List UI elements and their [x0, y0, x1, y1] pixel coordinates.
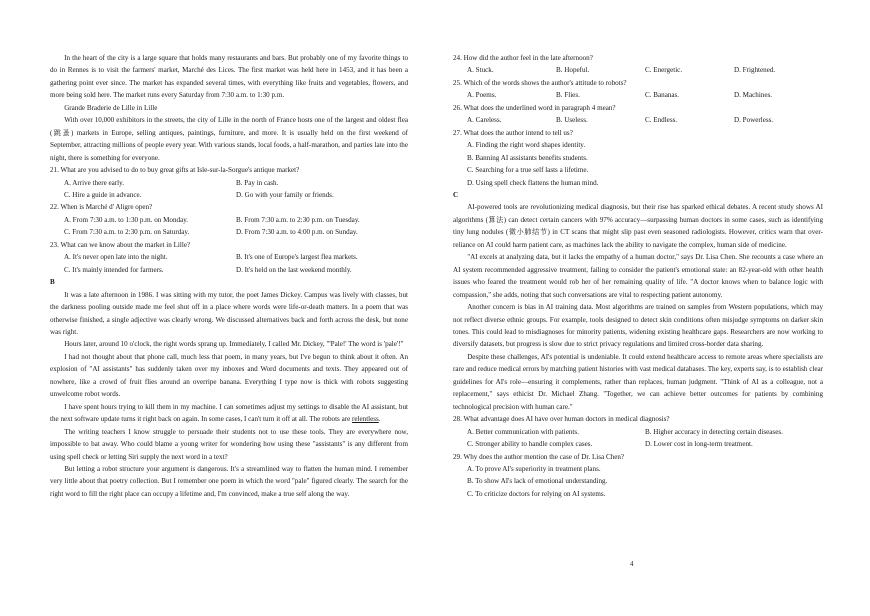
passage-b-paragraph: It was a late afternoon in 1986. I was sitting with my tutor, the poet James Dickey. Campus was lively with classes, but the darkness pooling outside made me feel shut off in a place where words were life-or-death matters. In a poem that was otherwise finished, a single adjective was clearly wrong. We discussed alternatives back and forth across the desk, but none was right.: [50, 290, 408, 336]
option: A. To prove AI's superiority in treatment plans.: [467, 464, 601, 473]
passage-b-paragraph: Hours later, around 10 o'clock, the right words sprang up. Immediately, I called Mr. Dickey, "'Pale!' The word is 'pale'!": [64, 340, 404, 349]
question-21-options: [50, 177, 408, 202]
option: B. Higher accuracy in detecting certain diseases.: [645, 427, 783, 436]
option: A. Better communication with patients.: [467, 427, 579, 436]
option: B. From 7:30 a.m. to 2:30 p.m. on Tuesday.: [236, 215, 360, 224]
option: A. It's never open late into the night.: [64, 253, 168, 262]
passage-b-paragraph: The writing teachers I know struggle to persuade their students not to use these tools. They are everywhere now, impossible to bat away. Who could blame a young writer for wondering how using these "assistants" is any different from using spell check or letting Siri supply the next word in a text?: [50, 427, 408, 461]
passage-b-paragraph-4: [50, 401, 408, 426]
passage-b-paragraph: I had not thought about that phone call, much less that poem, in many years, but I've begun to think about it often. An explosion of "AI assistants" has suddenly taken over my inboxes and Word documents and texts. They appeared out of nowhere, like a crowd of fruit flies around an overripe banana. Everything I type now is thick with robots suggesting unwelcome robot words.: [50, 352, 408, 399]
question-23: 23. What can we know about the market in Lille?: [50, 240, 191, 249]
option: A. From 7:30 a.m. to 1:30 p.m. on Monday.: [64, 215, 189, 224]
passage-a-paragraph: With over 10,000 exhibitors in the streets, the city of Lille in the north of France hosts one of the largest and oldest flea (跳蚤) markets in Europe, selling antiques, paintings, furniture, and more. It is usually held on the first weekend of September, attracting millions of people every year. With various stands, local foods, a half-marathon, and parties late into the night, there is something for everyone.: [50, 116, 408, 162]
option: D. From 7:30 a.m. to 4:00 p.m. on Sunday.: [236, 228, 358, 237]
option: D. Go with your family or friends.: [236, 190, 334, 199]
question-21: 21. What are you advised to do to buy great gifts at Isle-sur-la-Sorgue's antique market?: [50, 166, 300, 175]
question-23-options: [50, 251, 408, 276]
question-25-options: [453, 89, 823, 101]
underlined-word: relentless: [352, 415, 379, 424]
option: B. Useless.: [556, 116, 588, 125]
option: B. Hopeful.: [556, 66, 590, 75]
option: D. Machines.: [734, 91, 773, 100]
passage-c-paragraph: Another concern is bias in AI training data. Most algorithms are trained on samples from Western populations, which may not reflect diverse ethnic groups. For example, tools designed to detect skin conditions often misjudge symptoms on darker skin tones. This could lead to misdiagnoses for minority patients, widening existing healthcare gaps. Researchers are now working to diversify datasets, but progress is slow due to strict privacy regulations and limited cross-border data sharing.: [453, 303, 823, 349]
paragraph-text: .: [378, 415, 381, 424]
question-26-options: [453, 114, 823, 126]
question-25: 25. Which of the words shows the author's attitude to robots?: [453, 78, 627, 87]
paragraph-text: I have spent hours trying to kill them in my machine. I can sometimes adjust my settings to disable the AI assistant, but the next software update turns it right back on again. In some cases, I can't turn it off at all. The robots are: [50, 402, 408, 424]
option: C. Energetic.: [645, 66, 683, 75]
option: B. Flies.: [556, 91, 580, 100]
option: C. To criticize doctors for relying on AI systems.: [467, 489, 606, 498]
question-29: 29. Why does the author mention the case of Dr. Lisa Chen?: [453, 452, 625, 461]
question-22-options: [50, 214, 408, 239]
option: B. Pay in cash.: [236, 178, 279, 187]
question-22: 22. When is Marché d' Aligre open?: [50, 203, 153, 212]
question-27: 27. What does the author intend to tell us?: [453, 128, 573, 137]
market-heading: Grande Braderie de Lille in Lille: [64, 103, 158, 112]
right-column: [453, 52, 823, 500]
option: C. It's mainly intended for farmers.: [64, 265, 164, 274]
section-c-heading: C: [453, 190, 459, 199]
question-24: 24. How did the author feel in the late afternoon?: [453, 54, 593, 62]
option: B. Banning AI assistants benefits students.: [467, 153, 588, 162]
option: D. Frightened.: [734, 66, 776, 75]
question-24-options: [453, 64, 823, 76]
option: C. Searching for a true self lasts a lifetime.: [467, 166, 589, 175]
question-26: 26. What does the underlined word in paragraph 4 mean?: [453, 103, 616, 112]
option: D. Using spell check flattens the human mind.: [467, 178, 599, 187]
passage-c-paragraph: Despite these challenges, AI's potential is undeniable. It could extend healthcare access to remote areas where specialists are rare and reduce medical errors by matching patient histories with vast medical databases. The key, experts say, is to establish clear guidelines for AI's role—ensuring it complements, rather than replaces, human judgment. "Think of AI as a colleague, not a replacement," says ethicist Dr. Michael Zhang. "Together, we can achieve better outcomes for patients by combining technological precision with human care.": [453, 352, 823, 411]
option: A. Stuck.: [467, 66, 494, 75]
left-column: [50, 52, 408, 500]
option: D. Lower cost in long-term treatment.: [645, 440, 753, 449]
option: A. Careless.: [467, 116, 502, 125]
option: C. Bananas.: [645, 91, 680, 100]
question-28-options: [453, 426, 823, 451]
option: D. Powerless.: [734, 116, 774, 125]
question-27-options: [453, 139, 823, 189]
question-28: 28. What advantage does AI have over human doctors in medical diagnosis?: [453, 415, 670, 424]
option: A. Arrive there early.: [64, 178, 125, 187]
option: B. To show AI's lack of emotional understanding.: [467, 477, 608, 486]
option: A. Finding the right word shapes identity.: [467, 141, 586, 150]
passage-c-paragraph: "AI excels at analyzing data, but it lacks the empathy of a human doctor," says Dr. Lisa Chen. She recounts a case where an AI system recommended aggressive treatment, failing to consider the patient's emotional state: an 82-year-old with other health issues who feared the treatment would rob her of her remaining quality of life. "A doctor knows when to balance logic with compassion," she adds, noting that such conversations are vital to respecting patient autonomy.: [453, 253, 823, 299]
option: B. It's one of Europe's largest flea markets.: [236, 253, 358, 262]
question-29-options: [453, 463, 823, 500]
option: C. Hire a guide in advance.: [64, 190, 142, 199]
option: A. Poems.: [467, 91, 497, 100]
passage-a-paragraph: In the heart of the city is a large square that holds many restaurants and bars. But probably one of my favorite things to do in Rennes is to visit the farmers' market, Marché des Lices. The first market was held here in 1453, and it has been a gathering point ever since. The market has expanded several times, with everything like fruits and vegetables, flowers, and more being sold here. The market runs every Saturday from 7:30 a.m. to 1:30 p.m.: [50, 54, 408, 100]
page-number: 4: [630, 560, 634, 568]
option: D. It's held on the last weekend monthly.: [236, 265, 352, 274]
option: C. Stronger ability to handle complex cases.: [467, 440, 593, 449]
option: C. From 7:30 a.m. to 2:30 p.m. on Saturday.: [64, 228, 190, 237]
option: C. Endless.: [645, 116, 678, 125]
passage-b-paragraph: But letting a robot structure your argument is dangerous. It's a streamlined way to flatten the human mind. I remember very little about that poetry collection. But I remember one poem in which the word "pale" figured clearly. The search for the right word to fill the right place can occupy a lifetime and, I'm convinced, make a true self along the way.: [50, 464, 408, 498]
section-b-heading: B: [50, 278, 55, 287]
passage-c-paragraph: AI-powered tools are revolutionizing medical diagnosis, but their rise has sparked ethical debates. A recent study shows AI algorithms (算法) can detect certain cancers with 97% accuracy—surpassing human doctors in some cases, such as identifying tiny lung nodules (微小肺结节) in CT scans that might slip past even seasoned radiologists. However, critics warn that over-reliance on AI could harm patient care, as machines lack the ability to navigate the complex, human side of medicine.: [453, 203, 823, 249]
